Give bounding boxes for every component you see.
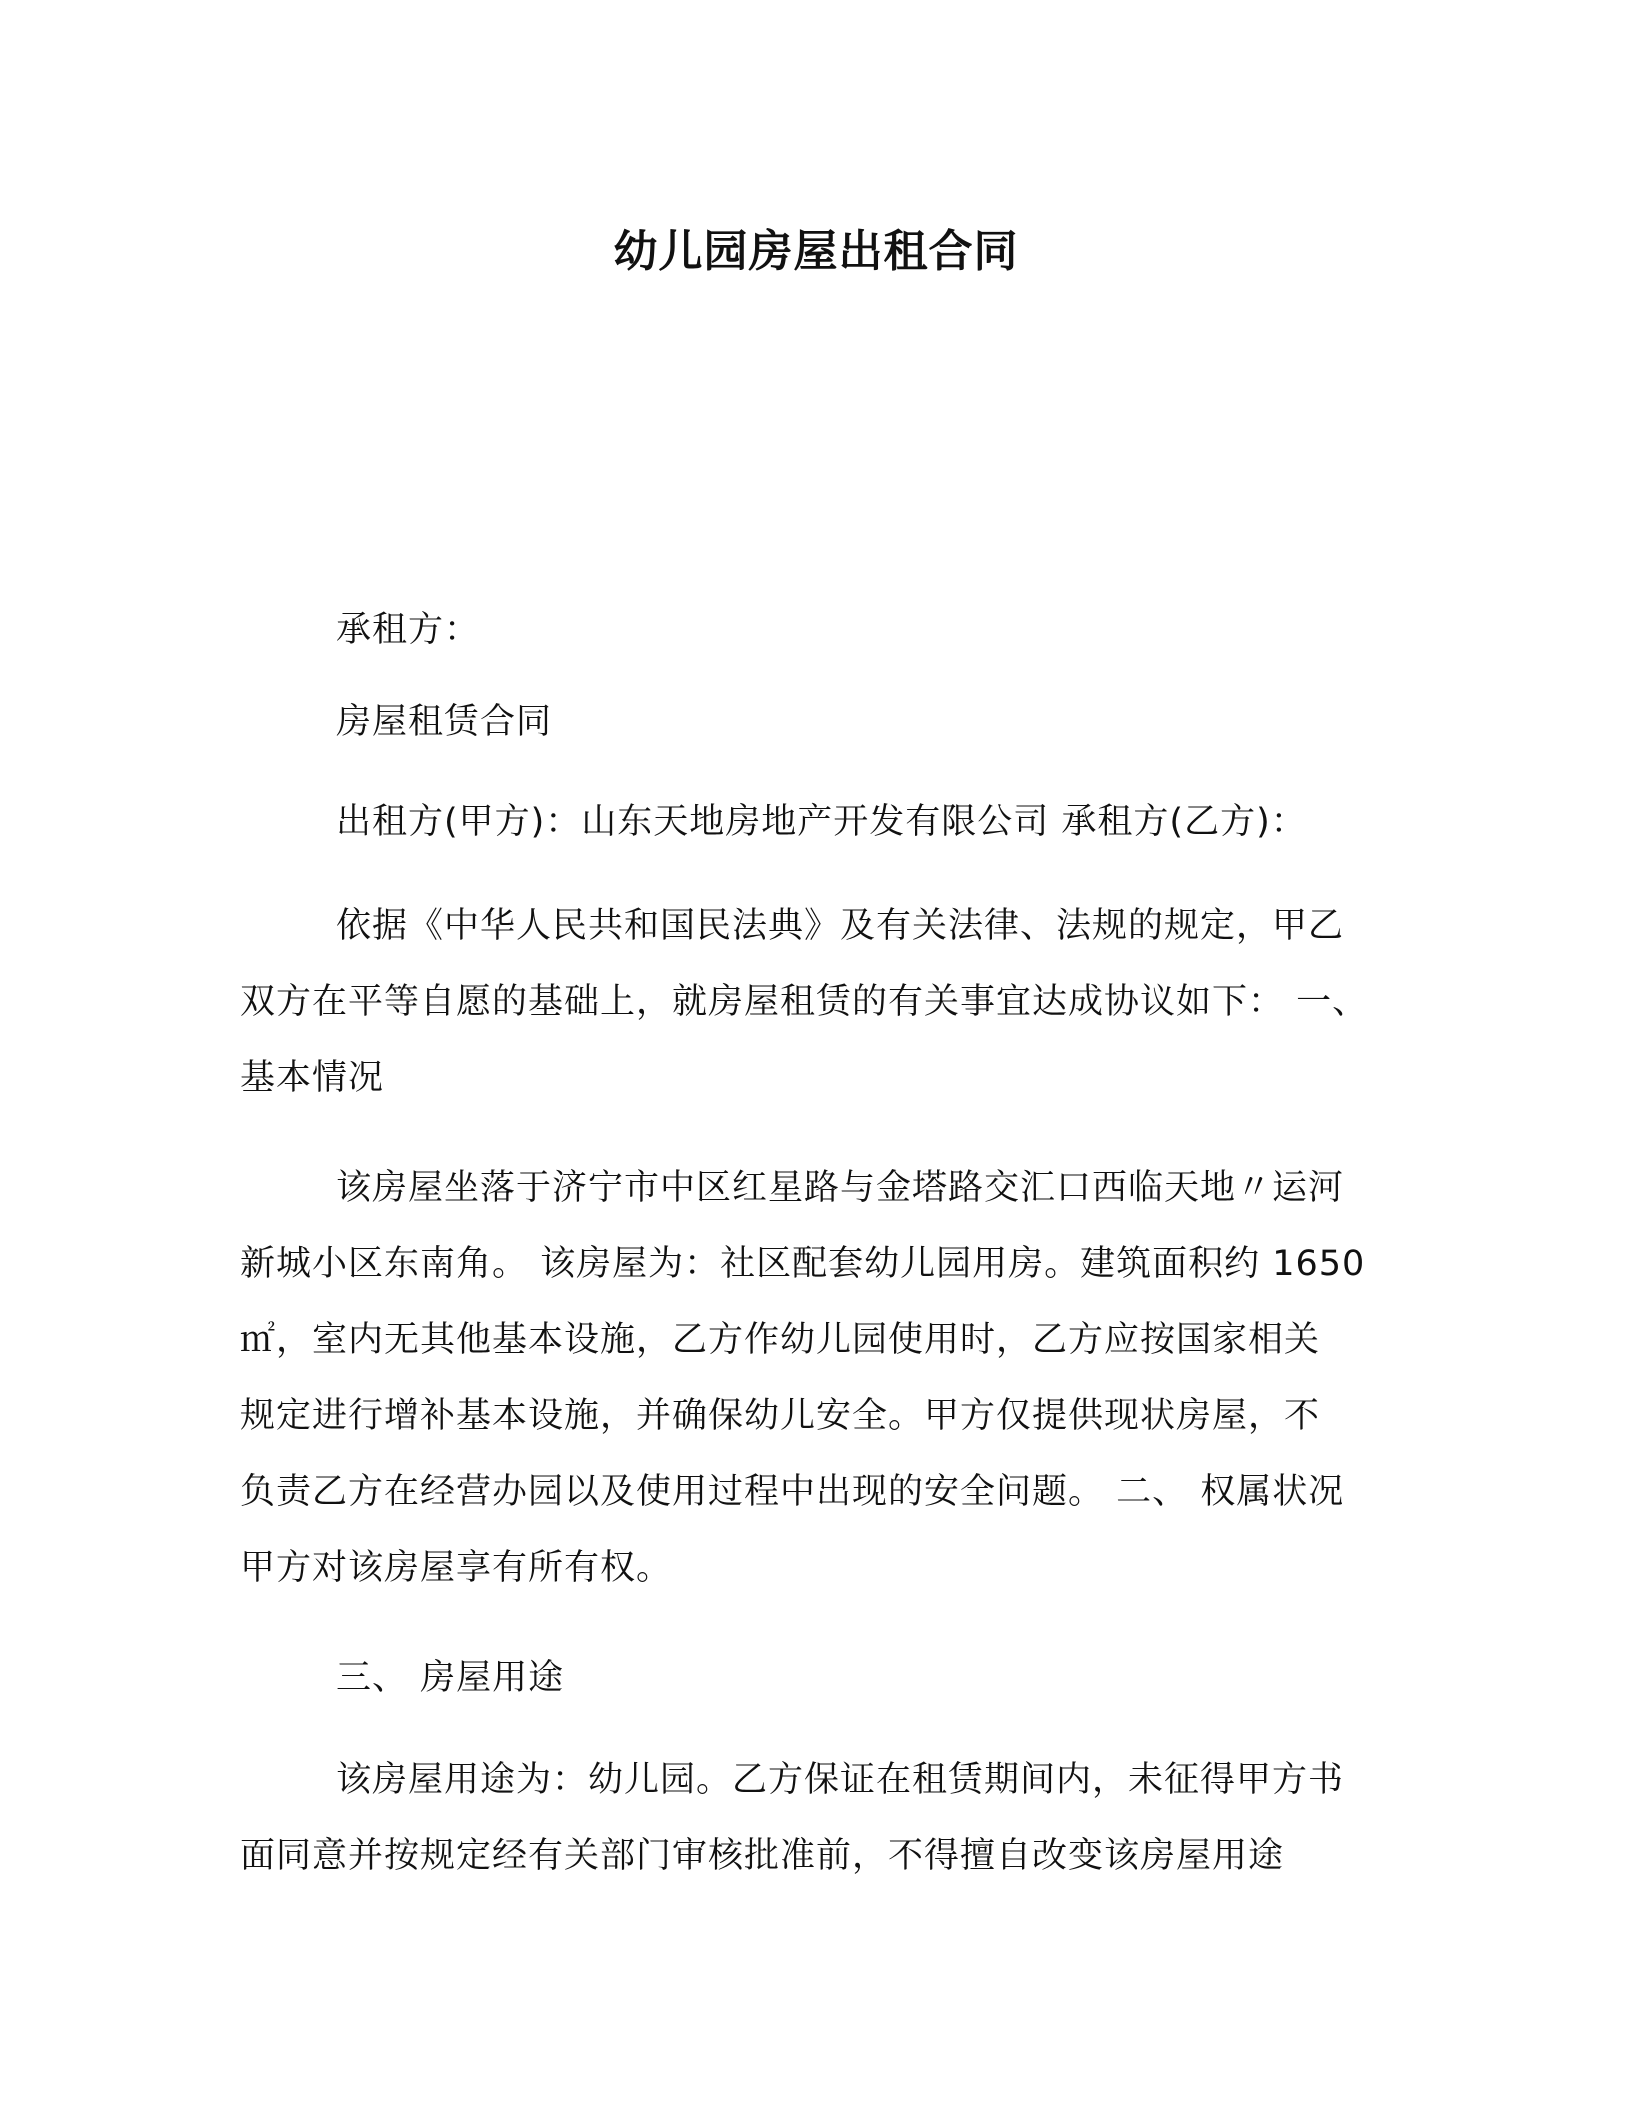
- paragraph-contract-name: [240, 684, 1390, 760]
- text-line: 该房屋坐落于济宁市中区红星路与金塔路交汇口西临天地〃运河: [336, 1168, 1345, 1208]
- paragraph-section-three: [240, 1640, 1390, 1716]
- text-line: 基本情况: [240, 1058, 385, 1098]
- paragraph-usage: [240, 1742, 1390, 1894]
- text-line: 双方在平等自愿的基础上，就房屋租赁的有关事宜达成协议如下： 一、: [240, 982, 1369, 1022]
- text-line: 依据《中华人民共和国民法典》及有关法律、法规的规定，甲乙: [336, 906, 1345, 946]
- text-line: 面同意并按规定经有关部门审核批准前，不得擅自改变该房屋用途: [240, 1836, 1285, 1876]
- text-line: 承租方：: [336, 610, 481, 650]
- text-line: 房屋租赁合同: [336, 702, 553, 742]
- text-line: 三、 房屋用途: [336, 1658, 565, 1698]
- text-line: 规定进行增补基本设施，并确保幼儿安全。甲方仅提供现状房屋，不: [240, 1396, 1321, 1436]
- paragraph-tenant: [240, 592, 1390, 668]
- paragraph-basis: [240, 888, 1390, 1116]
- text-line: 负责乙方在经营办园以及使用过程中出现的安全问题。 二、 权属状况: [240, 1472, 1345, 1512]
- paragraph-parties: [240, 784, 1390, 860]
- paragraph-location: [240, 1150, 1390, 1606]
- text-line: 该房屋用途为：幼儿园。乙方保证在租赁期间内，未征得甲方书: [336, 1760, 1345, 1800]
- document-title: 幼儿园房屋出租合同: [613, 226, 1019, 277]
- text-line: 新城小区东南角。 该房屋为：社区配套幼儿园用房。建筑面积约 1650: [240, 1244, 1366, 1284]
- text-line: 甲方对该房屋享有所有权。: [240, 1548, 673, 1588]
- text-line: 出租方(甲方)：山东天地房地产开发有限公司 承租方(乙方)：: [336, 802, 1307, 842]
- text-line: ㎡，室内无其他基本设施，乙方作幼儿园使用时，乙方应按国家相关: [240, 1320, 1321, 1360]
